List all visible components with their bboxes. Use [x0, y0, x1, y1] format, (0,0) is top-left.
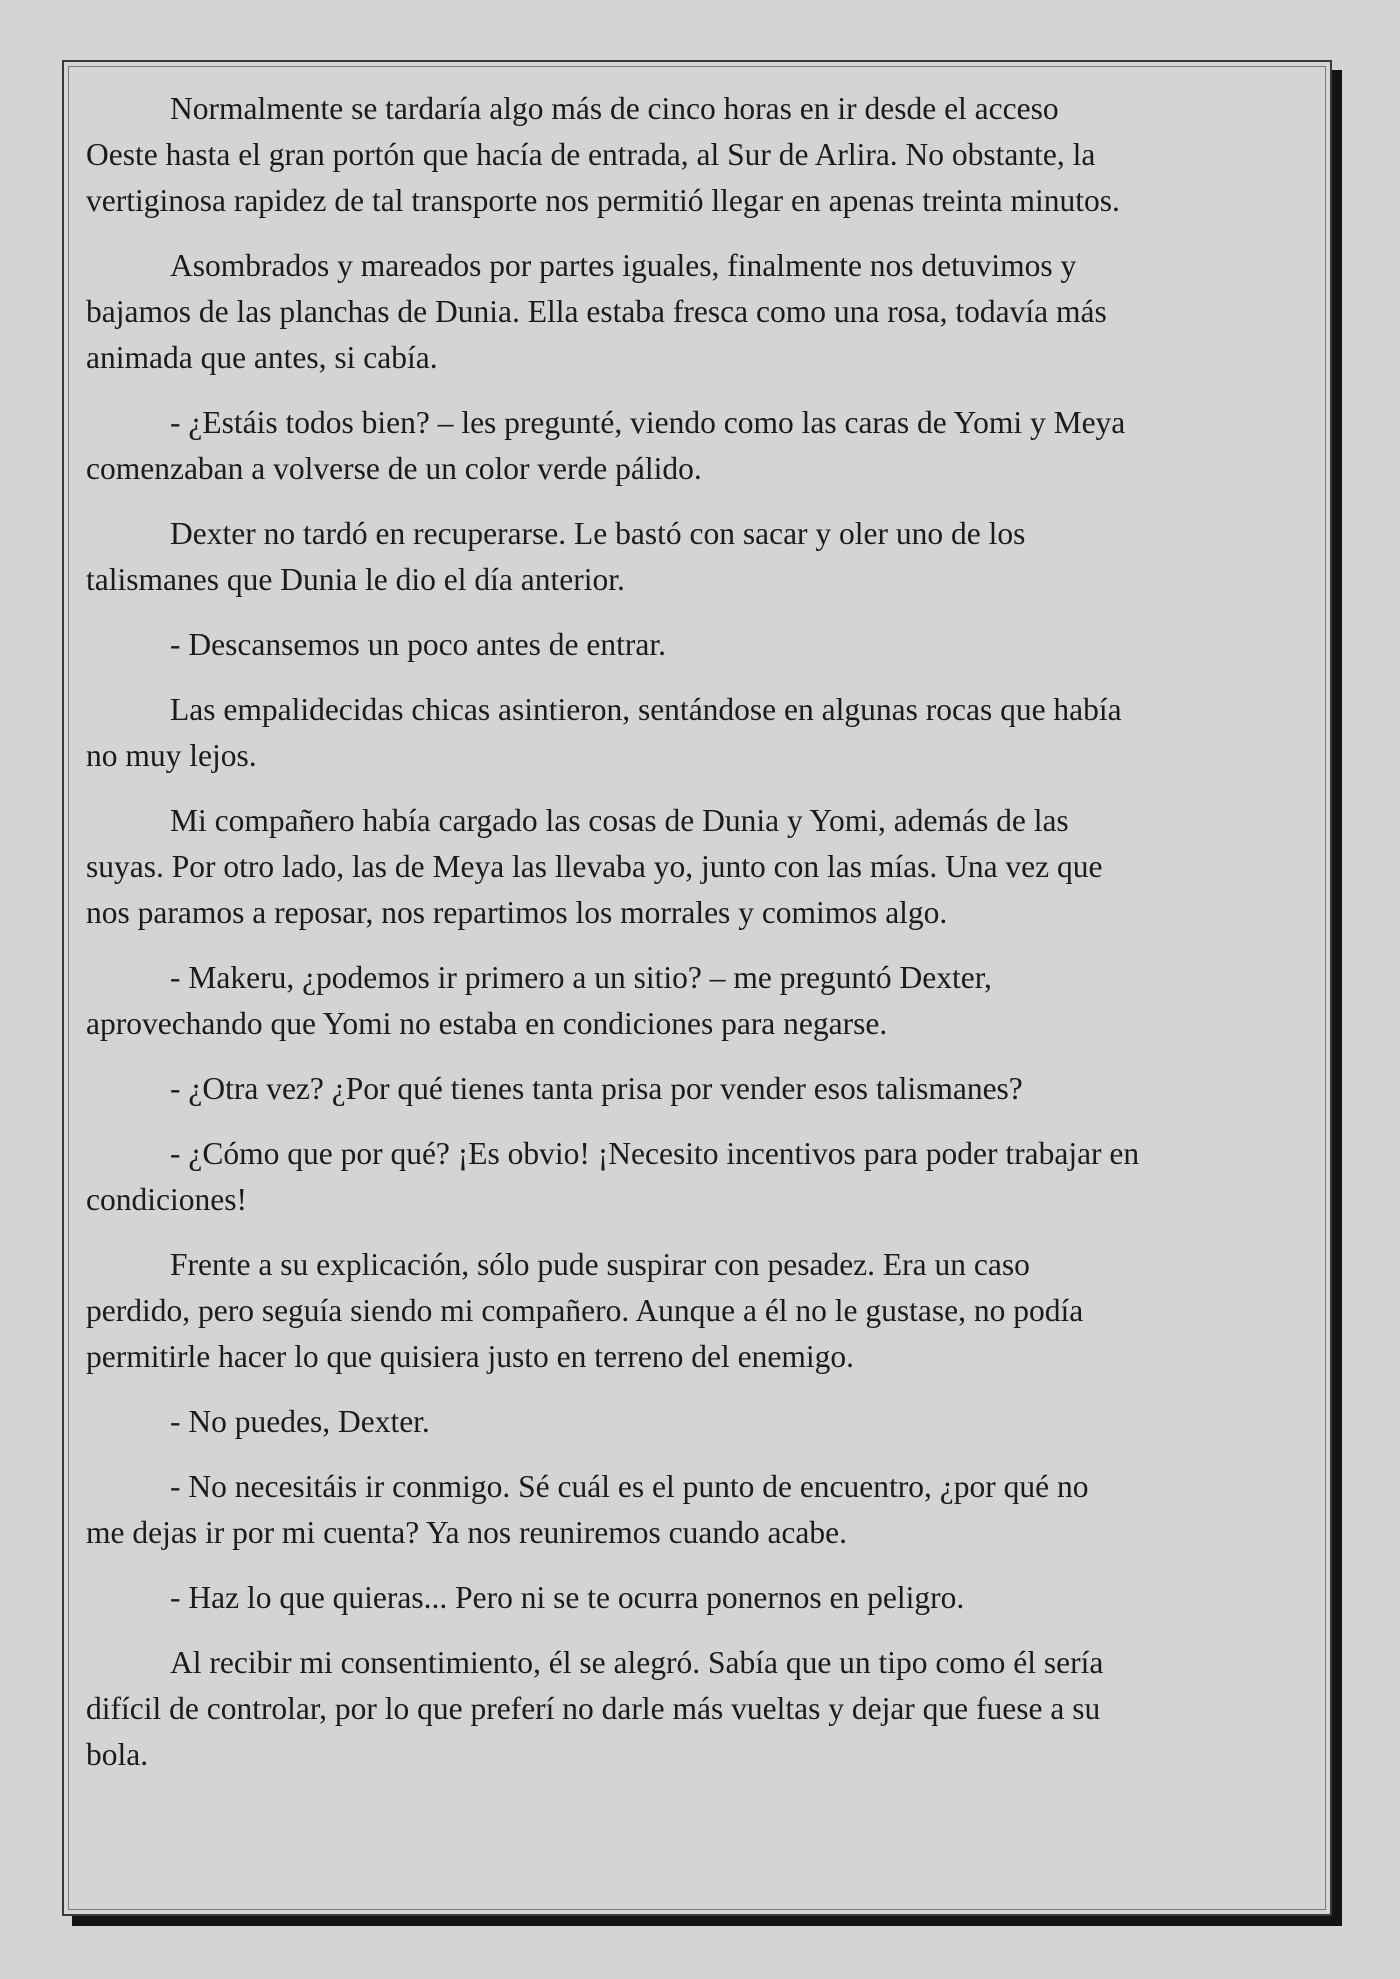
paragraph-9: - ¿Otra vez? ¿Por qué tienes tanta prisa por vender esos talismanes? [170, 1071, 1023, 1106]
paragraph-3: - ¿Estáis todos bien? – les pregunté, viendo como las caras de Yomi y Meya comenzaban a volverse de un color verde pálido. [86, 405, 1126, 486]
paragraph-5: - Descansemos un poco antes de entrar. [170, 627, 666, 662]
paragraph-8: - Makeru, ¿podemos ir primero a un sitio? – me preguntó Dexter, aprovechando que Yomi no estaba en condiciones para negarse. [86, 960, 992, 1041]
paragraph-7: Mi compañero había cargado las cosas de Dunia y Yomi, además de las suyas. Por otro lado, las de Meya las llevaba yo, junto con las mías. Una vez que nos paramos a reposar, nos repartimos los morrales y comimos algo. [86, 803, 1103, 930]
paragraph-11: Frente a su explicación, sólo pude suspirar con pesadez. Era un caso perdido, pero seguía siendo mi compañero. Aunque a él no le gustase, no podía permitirle hacer lo que quisiera justo en terreno del enemigo. [86, 1247, 1084, 1374]
paragraph-12: - No puedes, Dexter. [170, 1404, 430, 1439]
paragraph-13: - No necesitáis ir conmigo. Sé cuál es el punto de encuentro, ¿por qué no me dejas ir por mi cuenta? Ya nos reuniremos cuando acabe. [86, 1469, 1089, 1550]
paragraph-10: - ¿Cómo que por qué? ¡Es obvio! ¡Necesito incentivos para poder trabajar en condiciones! [86, 1136, 1140, 1217]
paragraph-15: Al recibir mi consentimiento, él se alegró. Sabía que un tipo como él sería difícil de controlar, por lo que preferí no darle más vueltas y dejar que fuese a su bola. [86, 1645, 1104, 1772]
paragraph-14: - Haz lo que quieras... Pero ni se te ocurra ponernos en peligro. [170, 1580, 965, 1615]
paragraph-1: Normalmente se tardaría algo más de cinco horas en ir desde el acceso Oeste hasta el gran portón que hacía de entrada, al Sur de Arlira. No obstante, la vertiginosa rapidez de tal transporte nos permitió llegar en apenas treinta minutos. [86, 91, 1120, 218]
document-text-body [86, 86, 1316, 1797]
paragraph-6: Las empalidecidas chicas asintieron, sentándose en algunas rocas que había no muy lejos. [86, 692, 1122, 773]
paragraph-2: Asombrados y mareados por partes iguales, finalmente nos detuvimos y bajamos de las planchas de Dunia. Ella estaba fresca como una rosa, todavía más animada que antes, si cabía. [86, 248, 1107, 375]
document-page [62, 60, 1332, 1916]
paragraph-4: Dexter no tardó en recuperarse. Le bastó con sacar y oler uno de los talismanes que Dunia le dio el día anterior. [86, 516, 1026, 597]
